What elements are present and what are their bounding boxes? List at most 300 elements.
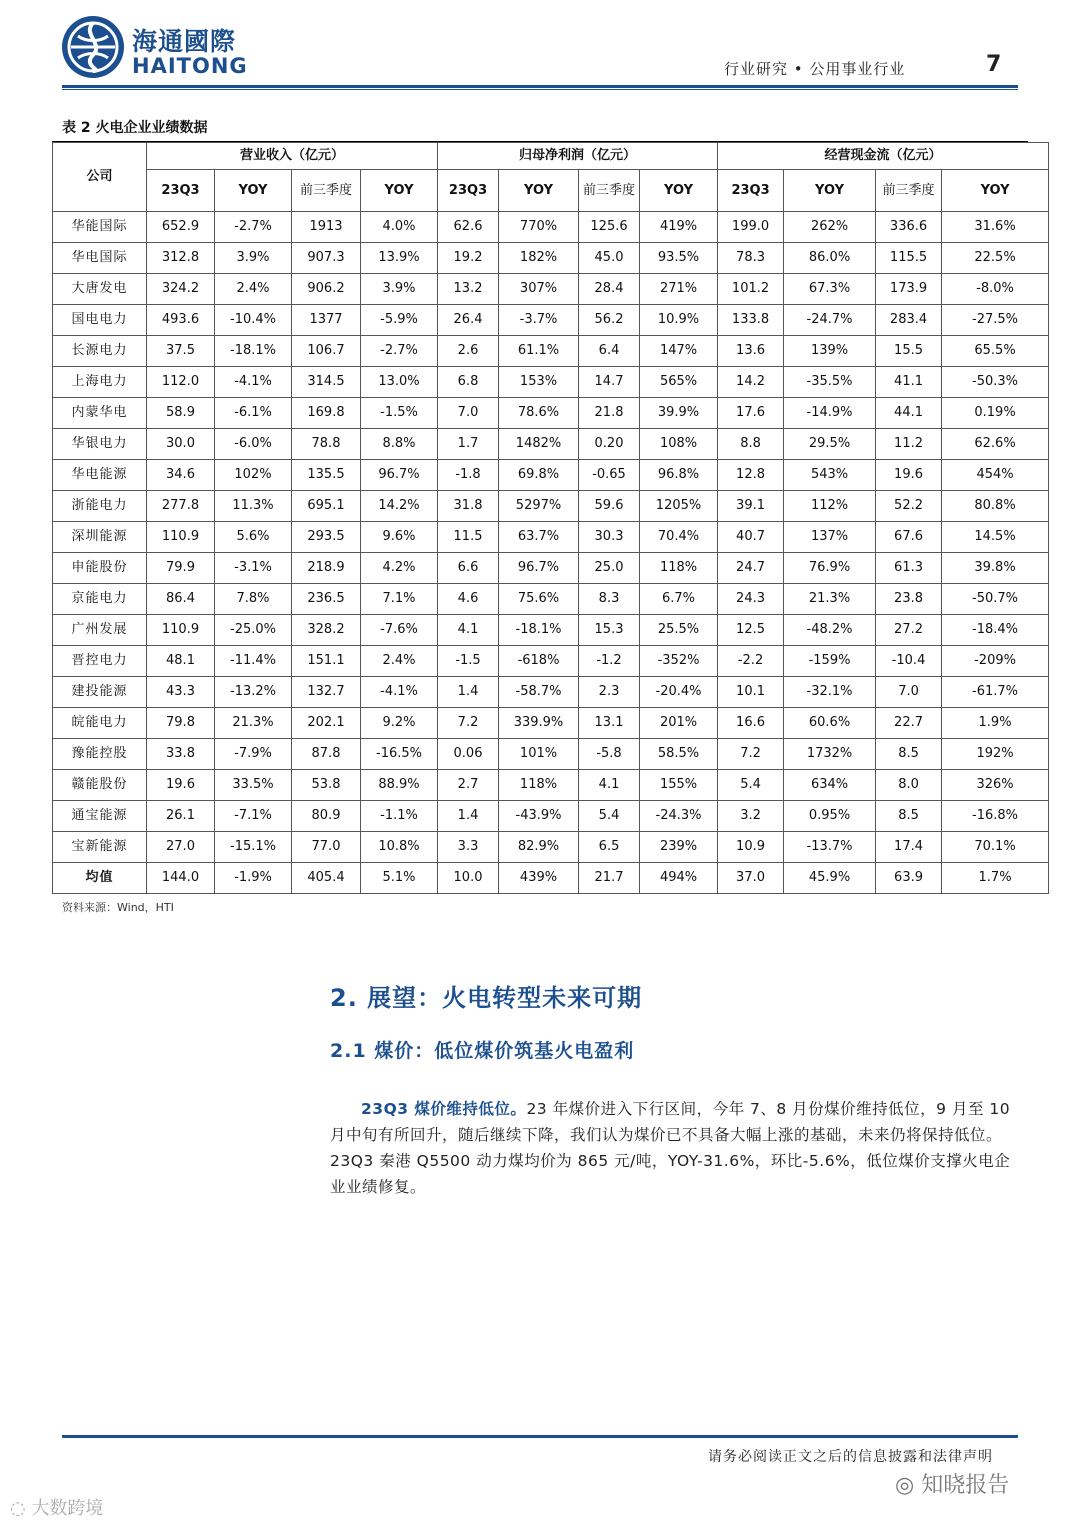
value-cell: 19.2 xyxy=(438,243,499,274)
company-cell: 赣能股份 xyxy=(53,770,147,801)
table-row xyxy=(53,584,1049,615)
value-cell: 283.4 xyxy=(876,305,942,336)
watermark-right xyxy=(895,1468,1009,1499)
value-cell: 112% xyxy=(784,491,876,522)
value-cell: 201% xyxy=(640,708,718,739)
table-row xyxy=(53,398,1049,429)
company-cell: 上海电力 xyxy=(53,367,147,398)
value-cell: 8.8% xyxy=(361,429,438,460)
value-cell: 8.8 xyxy=(718,429,784,460)
value-cell: 53.8 xyxy=(292,770,361,801)
value-cell: 307% xyxy=(499,274,579,305)
value-cell: 7.0 xyxy=(876,677,942,708)
value-cell: 16.6 xyxy=(718,708,784,739)
value-cell: 106.7 xyxy=(292,336,361,367)
value-cell: 1205% xyxy=(640,491,718,522)
value-cell: 39.9% xyxy=(640,398,718,429)
value-cell: 262% xyxy=(784,212,876,243)
value-cell: 30.0 xyxy=(147,429,215,460)
value-cell: 155% xyxy=(640,770,718,801)
value-cell: 7.2 xyxy=(438,708,499,739)
value-cell: -4.1% xyxy=(361,677,438,708)
value-cell: 182% xyxy=(499,243,579,274)
value-cell: 2.4% xyxy=(215,274,292,305)
value-cell: 112.0 xyxy=(147,367,215,398)
value-cell: 37.0 xyxy=(718,863,784,894)
value-cell: 31.6% xyxy=(942,212,1049,243)
subheader-cell: 23Q3 xyxy=(438,170,499,212)
value-cell: 10.9% xyxy=(640,305,718,336)
value-cell: 37.5 xyxy=(147,336,215,367)
value-cell: 0.19% xyxy=(942,398,1049,429)
value-cell: 419% xyxy=(640,212,718,243)
value-cell: 4.0% xyxy=(361,212,438,243)
subheader-cell: YOY xyxy=(499,170,579,212)
value-cell: 33.5% xyxy=(215,770,292,801)
value-cell: 14.7 xyxy=(579,367,640,398)
value-cell: 1.7 xyxy=(438,429,499,460)
value-cell: -18.1% xyxy=(499,615,579,646)
value-cell: 199.0 xyxy=(718,212,784,243)
value-cell: 695.1 xyxy=(292,491,361,522)
value-cell: -48.2% xyxy=(784,615,876,646)
value-cell: 6.8 xyxy=(438,367,499,398)
value-cell: -35.5% xyxy=(784,367,876,398)
value-cell: 1913 xyxy=(292,212,361,243)
value-cell: 14.2 xyxy=(718,367,784,398)
value-cell: 58.5% xyxy=(640,739,718,770)
table-row xyxy=(53,553,1049,584)
value-cell: 1732% xyxy=(784,739,876,770)
value-cell: 312.8 xyxy=(147,243,215,274)
value-cell: -10.4 xyxy=(876,646,942,677)
value-cell: 21.8 xyxy=(579,398,640,429)
value-cell: 15.3 xyxy=(579,615,640,646)
wechat-icon: ◎ xyxy=(895,1473,922,1498)
value-cell: 76.9% xyxy=(784,553,876,584)
value-cell: -7.9% xyxy=(215,739,292,770)
company-cell: 宝新能源 xyxy=(53,832,147,863)
value-cell: 23.8 xyxy=(876,584,942,615)
value-cell: 13.9% xyxy=(361,243,438,274)
value-cell: 48.1 xyxy=(147,646,215,677)
value-cell: 118% xyxy=(499,770,579,801)
value-cell: -1.5% xyxy=(361,398,438,429)
company-cell: 大唐发电 xyxy=(53,274,147,305)
table-row xyxy=(53,243,1049,274)
table-row xyxy=(53,615,1049,646)
value-cell: -159% xyxy=(784,646,876,677)
subheader-cell: YOY xyxy=(215,170,292,212)
table-row xyxy=(53,336,1049,367)
value-cell: 40.7 xyxy=(718,522,784,553)
value-cell: -1.2 xyxy=(579,646,640,677)
company-cell: 国电电力 xyxy=(53,305,147,336)
value-cell: 314.5 xyxy=(292,367,361,398)
value-cell: 17.6 xyxy=(718,398,784,429)
value-cell: -618% xyxy=(499,646,579,677)
value-cell: 82.9% xyxy=(499,832,579,863)
subheader-cell: YOY xyxy=(361,170,438,212)
value-cell: 13.1 xyxy=(579,708,640,739)
value-cell: 19.6 xyxy=(876,460,942,491)
value-cell: 15.5 xyxy=(876,336,942,367)
value-cell: -352% xyxy=(640,646,718,677)
value-cell: 13.2 xyxy=(438,274,499,305)
value-cell: 6.7% xyxy=(640,584,718,615)
value-cell: -7.1% xyxy=(215,801,292,832)
value-cell: 3.9% xyxy=(215,243,292,274)
value-cell: 135.5 xyxy=(292,460,361,491)
value-cell: 78.8 xyxy=(292,429,361,460)
value-cell: -16.8% xyxy=(942,801,1049,832)
value-cell: -2.2 xyxy=(718,646,784,677)
company-cell: 内蒙华电 xyxy=(53,398,147,429)
value-cell: 24.7 xyxy=(718,553,784,584)
subheader-cell: 23Q3 xyxy=(718,170,784,212)
value-cell: 0.06 xyxy=(438,739,499,770)
value-cell: 61.1% xyxy=(499,336,579,367)
value-cell: 67.3% xyxy=(784,274,876,305)
value-cell: 543% xyxy=(784,460,876,491)
value-cell: 60.6% xyxy=(784,708,876,739)
value-cell: 61.3 xyxy=(876,553,942,584)
value-cell: 63.7% xyxy=(499,522,579,553)
value-cell: 10.0 xyxy=(438,863,499,894)
value-cell: 439% xyxy=(499,863,579,894)
value-cell: 6.6 xyxy=(438,553,499,584)
header-divider xyxy=(62,85,1018,88)
subheader-cell: YOY xyxy=(942,170,1049,212)
value-cell: 62.6 xyxy=(438,212,499,243)
value-cell: -50.7% xyxy=(942,584,1049,615)
value-cell: -1.8 xyxy=(438,460,499,491)
value-cell: 65.5% xyxy=(942,336,1049,367)
value-cell: 3.9% xyxy=(361,274,438,305)
value-cell: 192% xyxy=(942,739,1049,770)
value-cell: 2.4% xyxy=(361,646,438,677)
value-cell: -24.3% xyxy=(640,801,718,832)
table-row xyxy=(53,305,1049,336)
value-cell: 3.3 xyxy=(438,832,499,863)
value-cell: -8.0% xyxy=(942,274,1049,305)
table-row xyxy=(53,274,1049,305)
value-cell: 125.6 xyxy=(579,212,640,243)
value-cell: 151.1 xyxy=(292,646,361,677)
table-row xyxy=(53,708,1049,739)
company-cell: 深圳能源 xyxy=(53,522,147,553)
value-cell: 26.4 xyxy=(438,305,499,336)
value-cell: -43.9% xyxy=(499,801,579,832)
value-cell: 336.6 xyxy=(876,212,942,243)
haitong-emblem-icon xyxy=(60,14,126,80)
table-row xyxy=(53,522,1049,553)
value-cell: 80.8% xyxy=(942,491,1049,522)
value-cell: 293.5 xyxy=(292,522,361,553)
company-column-header: 公司 xyxy=(53,143,147,212)
value-cell: -24.7% xyxy=(784,305,876,336)
value-cell: 75.6% xyxy=(499,584,579,615)
value-cell: -18.4% xyxy=(942,615,1049,646)
value-cell: 9.6% xyxy=(361,522,438,553)
value-cell: 6.4 xyxy=(579,336,640,367)
company-cell: 华银电力 xyxy=(53,429,147,460)
value-cell: 4.1 xyxy=(438,615,499,646)
value-cell: 67.6 xyxy=(876,522,942,553)
value-cell: 0.95% xyxy=(784,801,876,832)
value-cell: 4.1 xyxy=(579,770,640,801)
value-cell: 86.4 xyxy=(147,584,215,615)
value-cell: 2.6 xyxy=(438,336,499,367)
watermark-left xyxy=(10,1494,103,1520)
value-cell: 8.5 xyxy=(876,801,942,832)
value-cell: 652.9 xyxy=(147,212,215,243)
value-cell: -58.7% xyxy=(499,677,579,708)
value-cell: 87.8 xyxy=(292,739,361,770)
body-paragraph xyxy=(330,1096,1020,1200)
subsection-title: 2.1 煤价：低位煤价筑基火电盈利 xyxy=(330,1040,635,1062)
value-cell: 277.8 xyxy=(147,491,215,522)
value-cell: 5.6% xyxy=(215,522,292,553)
value-cell: 13.6 xyxy=(718,336,784,367)
subheader-cell: 23Q3 xyxy=(147,170,215,212)
value-cell: 21.3% xyxy=(784,584,876,615)
value-cell: -3.1% xyxy=(215,553,292,584)
value-cell: 25.0 xyxy=(579,553,640,584)
value-cell: -10.4% xyxy=(215,305,292,336)
value-cell: -6.1% xyxy=(215,398,292,429)
table-row xyxy=(53,770,1049,801)
value-cell: -1.5 xyxy=(438,646,499,677)
value-cell: 9.2% xyxy=(361,708,438,739)
value-cell: 11.5 xyxy=(438,522,499,553)
company-cell: 豫能控股 xyxy=(53,739,147,770)
value-cell: 405.4 xyxy=(292,863,361,894)
value-cell: 78.3 xyxy=(718,243,784,274)
value-cell: 39.1 xyxy=(718,491,784,522)
company-cell: 晋控电力 xyxy=(53,646,147,677)
value-cell: 118% xyxy=(640,553,718,584)
subheader-cell: YOY xyxy=(784,170,876,212)
value-cell: 31.8 xyxy=(438,491,499,522)
value-cell: -61.7% xyxy=(942,677,1049,708)
value-cell: 202.1 xyxy=(292,708,361,739)
table-row xyxy=(53,460,1049,491)
value-cell: 218.9 xyxy=(292,553,361,584)
footer-disclaimer: 请务必阅读正文之后的信息披露和法律声明 xyxy=(708,1449,993,1465)
value-cell: -209% xyxy=(942,646,1049,677)
value-cell: 239% xyxy=(640,832,718,863)
value-cell: 101% xyxy=(499,739,579,770)
value-cell: 132.7 xyxy=(292,677,361,708)
footer-divider xyxy=(62,1435,1018,1438)
value-cell: 96.8% xyxy=(640,460,718,491)
company-cell: 京能电力 xyxy=(53,584,147,615)
value-cell: 2.7 xyxy=(438,770,499,801)
value-cell: 5.4 xyxy=(579,801,640,832)
value-cell: 139% xyxy=(784,336,876,367)
value-cell: 173.9 xyxy=(876,274,942,305)
table-row xyxy=(53,863,1049,894)
group-header-net-profit: 归母净利润（亿元） xyxy=(438,143,718,170)
value-cell: 7.2 xyxy=(718,739,784,770)
value-cell: 1.7% xyxy=(942,863,1049,894)
value-cell: 493.6 xyxy=(147,305,215,336)
company-cell: 长源电力 xyxy=(53,336,147,367)
value-cell: 137% xyxy=(784,522,876,553)
value-cell: 169.8 xyxy=(292,398,361,429)
value-cell: 454% xyxy=(942,460,1049,491)
value-cell: 14.5% xyxy=(942,522,1049,553)
value-cell: 324.2 xyxy=(147,274,215,305)
value-cell: 144.0 xyxy=(147,863,215,894)
subheader-cell: 前三季度 xyxy=(876,170,942,212)
value-cell: 45.9% xyxy=(784,863,876,894)
header-section-label: 行业研究 • 公用事业行业 xyxy=(724,60,906,78)
value-cell: 1.4 xyxy=(438,801,499,832)
value-cell: 236.5 xyxy=(292,584,361,615)
value-cell: 63.9 xyxy=(876,863,942,894)
paragraph-lead: 23Q3 煤价维持低位。 xyxy=(361,1099,527,1118)
value-cell: -16.5% xyxy=(361,739,438,770)
value-cell: 115.5 xyxy=(876,243,942,274)
value-cell: 79.8 xyxy=(147,708,215,739)
table-row xyxy=(53,801,1049,832)
value-cell: 108% xyxy=(640,429,718,460)
value-cell: 41.1 xyxy=(876,367,942,398)
header-divider-thin xyxy=(62,89,1018,90)
value-cell: 110.9 xyxy=(147,522,215,553)
value-cell: 17.4 xyxy=(876,832,942,863)
subheader-cell: 前三季度 xyxy=(292,170,361,212)
value-cell: 10.9 xyxy=(718,832,784,863)
value-cell: 12.5 xyxy=(718,615,784,646)
company-cell: 浙能电力 xyxy=(53,491,147,522)
value-cell: 1.4 xyxy=(438,677,499,708)
value-cell: 56.2 xyxy=(579,305,640,336)
value-cell: 12.8 xyxy=(718,460,784,491)
value-cell: 5.4 xyxy=(718,770,784,801)
haitong-logo xyxy=(60,14,260,80)
value-cell: 25.5% xyxy=(640,615,718,646)
value-cell: 52.2 xyxy=(876,491,942,522)
value-cell: 22.5% xyxy=(942,243,1049,274)
value-cell: 7.1% xyxy=(361,584,438,615)
value-cell: 80.9 xyxy=(292,801,361,832)
company-cell: 华能国际 xyxy=(53,212,147,243)
value-cell: -20.4% xyxy=(640,677,718,708)
table-row xyxy=(53,491,1049,522)
table-row xyxy=(53,212,1049,243)
value-cell: -13.7% xyxy=(784,832,876,863)
value-cell: -1.9% xyxy=(215,863,292,894)
company-cell: 建投能源 xyxy=(53,677,147,708)
company-cell: 皖能电力 xyxy=(53,708,147,739)
value-cell: 133.8 xyxy=(718,305,784,336)
value-cell: 102% xyxy=(215,460,292,491)
value-cell: -2.7% xyxy=(215,212,292,243)
table-row xyxy=(53,646,1049,677)
value-cell: 30.3 xyxy=(579,522,640,553)
value-cell: 70.4% xyxy=(640,522,718,553)
value-cell: -6.0% xyxy=(215,429,292,460)
value-cell: 907.3 xyxy=(292,243,361,274)
section-title: 2. 展望：火电转型未来可期 xyxy=(330,984,643,1012)
page-number: 7 xyxy=(986,52,1002,77)
value-cell: 14.2% xyxy=(361,491,438,522)
value-cell: 8.5 xyxy=(876,739,942,770)
value-cell: 27.2 xyxy=(876,615,942,646)
value-cell: 1.9% xyxy=(942,708,1049,739)
value-cell: 271% xyxy=(640,274,718,305)
value-cell: 44.1 xyxy=(876,398,942,429)
value-cell: 770% xyxy=(499,212,579,243)
value-cell: 328.2 xyxy=(292,615,361,646)
table-caption: 表 2 火电企业业绩数据 xyxy=(62,120,208,136)
table-row xyxy=(53,367,1049,398)
value-cell: 27.0 xyxy=(147,832,215,863)
value-cell: 153% xyxy=(499,367,579,398)
value-cell: 69.8% xyxy=(499,460,579,491)
value-cell: 96.7% xyxy=(361,460,438,491)
value-cell: 2.3 xyxy=(579,677,640,708)
value-cell: 3.2 xyxy=(718,801,784,832)
logo-english-name: HAITONG xyxy=(132,54,248,78)
value-cell: -1.1% xyxy=(361,801,438,832)
value-cell: 101.2 xyxy=(718,274,784,305)
value-cell: 147% xyxy=(640,336,718,367)
value-cell: 494% xyxy=(640,863,718,894)
value-cell: -25.0% xyxy=(215,615,292,646)
value-cell: -13.2% xyxy=(215,677,292,708)
company-cell: 广州发展 xyxy=(53,615,147,646)
value-cell: -15.1% xyxy=(215,832,292,863)
value-cell: 34.6 xyxy=(147,460,215,491)
value-cell: 70.1% xyxy=(942,832,1049,863)
value-cell: 78.6% xyxy=(499,398,579,429)
value-cell: 93.5% xyxy=(640,243,718,274)
table-row xyxy=(53,832,1049,863)
value-cell: 5297% xyxy=(499,491,579,522)
value-cell: 7.8% xyxy=(215,584,292,615)
value-cell: 79.9 xyxy=(147,553,215,584)
value-cell: 11.2 xyxy=(876,429,942,460)
value-cell: 62.6% xyxy=(942,429,1049,460)
value-cell: 10.1 xyxy=(718,677,784,708)
value-cell: 43.3 xyxy=(147,677,215,708)
value-cell: 7.0 xyxy=(438,398,499,429)
group-header-operating-cashflow: 经营现金流（亿元） xyxy=(718,143,1049,170)
value-cell: -0.65 xyxy=(579,460,640,491)
value-cell: -50.3% xyxy=(942,367,1049,398)
value-cell: 19.6 xyxy=(147,770,215,801)
value-cell: 565% xyxy=(640,367,718,398)
value-cell: 906.2 xyxy=(292,274,361,305)
value-cell: -14.9% xyxy=(784,398,876,429)
value-cell: -18.1% xyxy=(215,336,292,367)
table-row xyxy=(53,429,1049,460)
value-cell: 58.9 xyxy=(147,398,215,429)
value-cell: 110.9 xyxy=(147,615,215,646)
value-cell: 59.6 xyxy=(579,491,640,522)
thermal-power-results-table xyxy=(52,142,1049,894)
company-cell: 申能股份 xyxy=(53,553,147,584)
value-cell: 86.0% xyxy=(784,243,876,274)
value-cell: 45.0 xyxy=(579,243,640,274)
table-source-note: 资料来源：Wind，HTI xyxy=(62,901,174,914)
value-cell: 21.7 xyxy=(579,863,640,894)
value-cell: 28.4 xyxy=(579,274,640,305)
